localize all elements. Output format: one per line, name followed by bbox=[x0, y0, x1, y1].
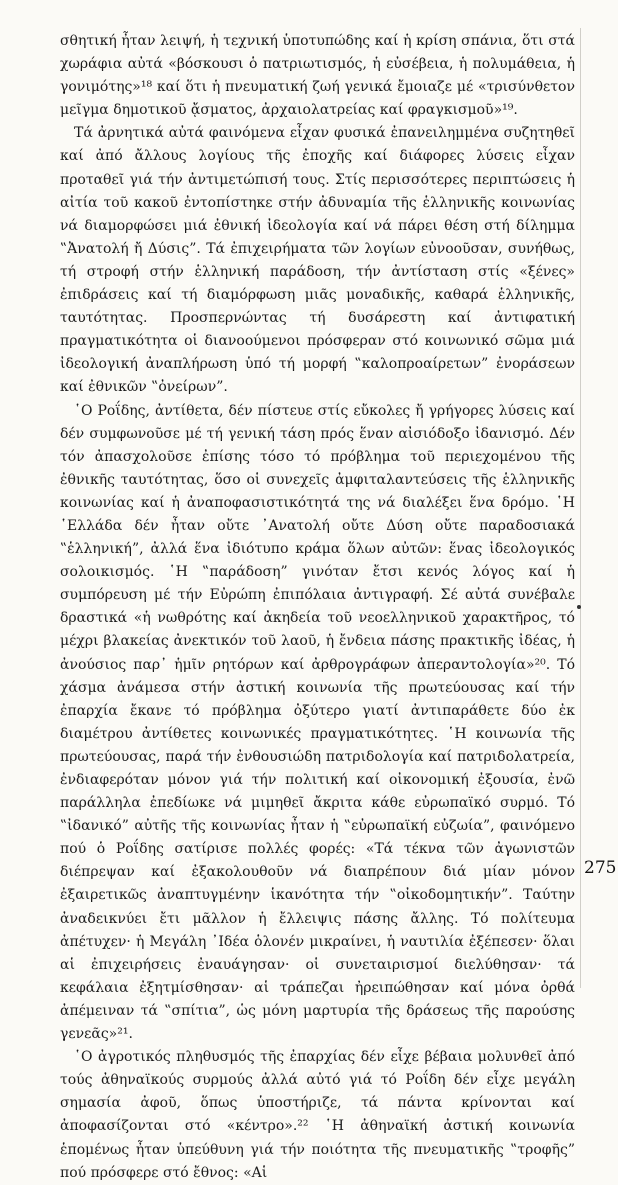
page-number: 275 bbox=[584, 858, 617, 878]
paragraph-continuation: σθητική ἦταν λειψή, ἡ τεχνική ὑποτυπώδης καί ἡ κρίση σπάνια, ὅτι στά χωράφια αὐτά «βόσκουσι ὁ πατριωτισμός, ἡ εὐσέβεια, ἡ πολυμάθεια, ἡ γονιμότης»¹⁸ καί ὅτι ἡ πνευματική ζωή γενικά ἔμοιαζε μέ «τρισύνθετον μεῖγμα δημοτικοῦ ᾄσματος, ἀρχαιολατρείας καί φραγκισμοῦ»¹⁹. bbox=[60, 33, 575, 119]
paragraph: ῾Ο Ροΐδης, ἀντίθετα, δέν πίστευε στίς εὔκολες ἤ γρήγορες λύσεις καί δέν συμφωνοῦσε μέ τή γενική τάση πρός ἕναν αἰσιόδοξο ἰδανισμό. Δέν τόν ἀπασχολοῦσε ἐπίσης τόσο τό πρόβλημα τοῦ περιεχομένου τῆς ἐθνικῆς ταυτότητας, ὅσο οἱ συνεχεῖς ἀμφιταλαντεύσεις τῆς ἑλληνικῆς κοινωνίας καί ἡ ἀναποφασιστικότητά της νά διαλέξει ἕνα δρόμο. ῾Η ῾Ελλάδα δέν ἦταν οὔτε ᾿Ανατολή οὔτε Δύση οὔτε παραδοσιακά ‟ἑλληνική”, ἀλλά ἕνα ἰδιότυπο κράμα ὅλων αὐτῶν: ἕνας ἰδεολογικός σολοικισμός. ῾Η ‟παράδοση” γινόταν ἔτσι κενός λόγος καί ἡ συμπόρευση μέ τήν Εὐρώπη ἐπιπόλαια ἀντιγραφή. Σέ αὐτά συνέβαλε δραστικά «ἡ νωθρότης καί ἀκηδεία τοῦ νεοελληνικοῦ χαρακτῆρος, τό μέχρι βλακείας ἀνεκτικόν τοῦ λαοῦ, ἡ ἔνδεια πάσης πρακτικῆς ἰδέας, ἡ ἀνούσιος παρ᾿ ἡμῖν ρητόρων καί ἀρθρογράφων ἀπεραντολογία»²⁰. Τό χάσμα ἀνάμεσα στήν ἀστική κοινωνία τῆς πρωτεύουσας καί τήν ἐπαρχία ἔκανε τό πρόβλημα ὀξύτερο γιατί ἀντιπαράθετε δύο ἐκ διαμέτρου ἀντίθετες κοινωνικές πραγματικότητες. ῾Η κοινωνία τῆς πρωτεύουσας, παρά τήν ἐνθουσιώδη πατριδολογία καί πατριδολατρεία, ἐνδιαφερόταν μόνον γιά τήν πολιτική καί οἰκονομική ἐξουσία, ἐνῶ παράλληλα ἐπεδίωκε νά μιμηθεῖ ἄκριτα κάθε εὐρωπαϊκό συρμό. Τό ‟ἰδανικό” αὐτῆς τῆς κοινωνίας ἦταν ἡ ‟εὐρωπαϊκή εὐζωία”, φαινόμενο πού ὁ Ροΐδης σατίρισε πολλές φορές: «Τά τέκνα τῶν ἀγωνιστῶν διέπρεψαν καί ἐξακολουθοῦν νά διαπρέπουν διά μίαν μόνον ἐξαιρετικῶς ἀναπτυγμένην ἱκανότητα τήν ‟οἰκοδομητικήν”. Ταύτην ἀναδεικνύει ἔτι μᾶλλον ἡ ἔλλειψις πάσης ἄλλης. Τό πολίτευμα ἀπέτυχεν· ἡ Μεγάλη ᾿Ιδέα ὁλονέν μικραίνει, ἡ ναυτιλία ἐξέπεσεν· ὅλαι αἱ ἐπιχειρήσεις ἐναυάγησαν· οἱ συνεταιρισμοί διελύθησαν· τά κεφάλαια ἐξητμίσθησαν· αἱ τράπεζαι ἠρειπώθησαν καί μόνα ὀρθά ἀπέμειναν τά ‟σπίτια”, ὡς μόνη μαρτυρία τῆς δράσεως τῆς παρούσης γενεᾶς»²¹. bbox=[60, 402, 575, 1043]
paragraph: Τά ἀρνητικά αὐτά φαινόμενα εἶχαν φυσικά ἐπανειλημμένα συζητηθεῖ καί ἀπό ἄλλους λογίους τῆς ἐποχῆς καί διάφορες λύσεις εἶχαν προταθεῖ γιά τήν ἀντιμετώπισή τους. Στίς περισσότερες περιπτώσεις ἡ αἰτία τοῦ κακοῦ ἐντοπίστηκε στήν ἀδυναμία τῆς ἑλληνικῆς κοινωνίας νά διαμορφώσει μιά ἐθνική ἰδεολογία καί νά πάρει θέση στή δίλημμα ‟Ἀνατολή ἤ Δύσις”. Τά ἐπιχειρήματα τῶν λογίων εὐνοοῦσαν, συνήθως, τή στροφή στήν ἑλληνική παράδοση, τήν ἀντίσταση στίς «ξένες» ἐπιδράσεις καί τή διαμόρφωση μιᾶς μοναδικῆς, καθαρά ἑλληνικῆς, ταυτότητας. Προσπερνώντας τή δυσάρεστη καί ἀντιφατική πραγματικότητα οἱ διανοούμενοι πρόσφεραν στό κοινωνικό σῶμα μιά ἰδεολογική ἀναπλήρωση ὑπό τή μορφή ‟καλοπροαίρετων” ἐνοράσεων καί ἐθνικῶν ‟ὀνείρων”. bbox=[60, 125, 575, 396]
margin-rule bbox=[580, 28, 581, 988]
margin-mark bbox=[577, 605, 581, 609]
body-text bbox=[60, 30, 575, 1185]
paragraph: ῾Ο ἀγροτικός πληθυσμός τῆς ἐπαρχίας δέν εἶχε βέβαια μολυνθεῖ ἀπό τούς ἀθηναϊκούς συρμούς ἀλλά αὐτό γιά τό Ροΐδη δέν εἶχε μεγάλη σημασία ἀφοῦ, ὅπως ὑποστήριζε, τά πάντα κρίνονται καί ἀποφασίζονται στό «κέντρο».²² ῾Η ἀθηναϊκή ἀστική κοινωνία ἑπομένως ἦταν ὑπεύθυνη γιά τήν ποιότητα τῆς πνευματικῆς ‟τροφῆς” πού πρόσφερε στό ἔθνος: «Αἱ bbox=[60, 1049, 575, 1181]
